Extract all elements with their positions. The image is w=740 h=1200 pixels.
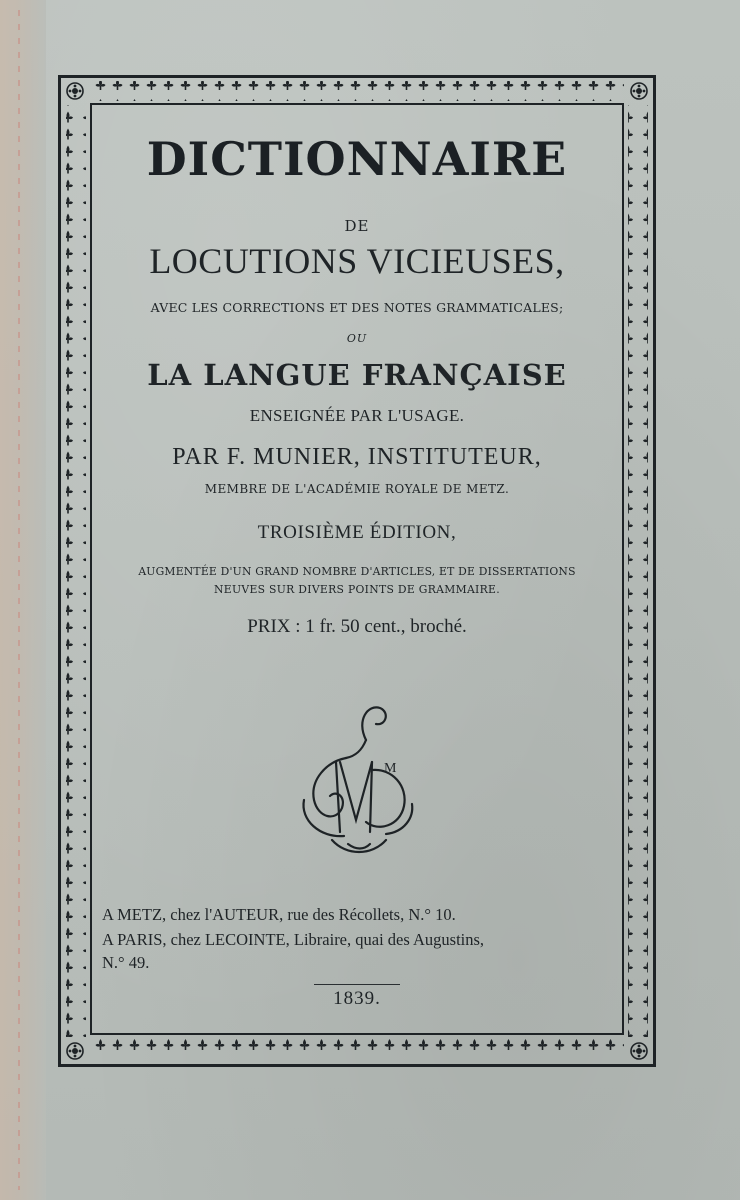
author-line: PAR F. MUNIER, INSTITUTEUR, — [172, 444, 542, 470]
spine-stitching — [18, 10, 20, 1190]
publisher-paris-number: N.° 49. — [102, 953, 150, 972]
year-divider — [314, 984, 400, 985]
corrections-line: AVEC LES CORRECTIONS ET DES NOTES GRAMMATICALES; — [150, 300, 564, 315]
author-membership: MEMBRE DE L'ACADÉMIE ROYALE DE METZ. — [204, 482, 510, 496]
title-connector-de: DE — [344, 217, 370, 235]
title-page-content — [96, 110, 618, 1030]
edition-description-line1: AUGMENTÉE D'UN GRAND NOMBRE D'ARTICLES, ET DE DISSERTATIONS — [138, 565, 576, 578]
enseignee-line: ENSEIGNÉE PAR L'USAGE. — [249, 406, 465, 425]
title-connector-ou: OU — [346, 332, 368, 345]
publication-year: 1839. — [333, 988, 381, 1009]
price-line: PRIX : 1 fr. 50 cent., broché. — [247, 616, 467, 637]
monogram-emblem — [296, 700, 418, 860]
edition-label: TROISIÈME ÉDITION, — [257, 522, 457, 543]
monogram-small-letter: M — [384, 761, 397, 776]
book-spine — [0, 0, 46, 1200]
publisher-paris: A PARIS, chez LECOINTE, Libraire, quai des Augustins, — [102, 930, 485, 949]
main-title: DICTIONNAIRE — [146, 132, 568, 186]
edition-description-line2: NEUVES SUR DIVERS POINTS DE GRAMMAIRE. — [214, 583, 500, 596]
subtitle-locutions: LOCUTIONS VICIEUSES, — [149, 241, 565, 281]
publisher-metz: A METZ, chez l'AUTEUR, rue des Récollets, N.° 10. — [102, 905, 456, 924]
second-title: LA LANGUE FRANÇAISE — [147, 358, 567, 392]
